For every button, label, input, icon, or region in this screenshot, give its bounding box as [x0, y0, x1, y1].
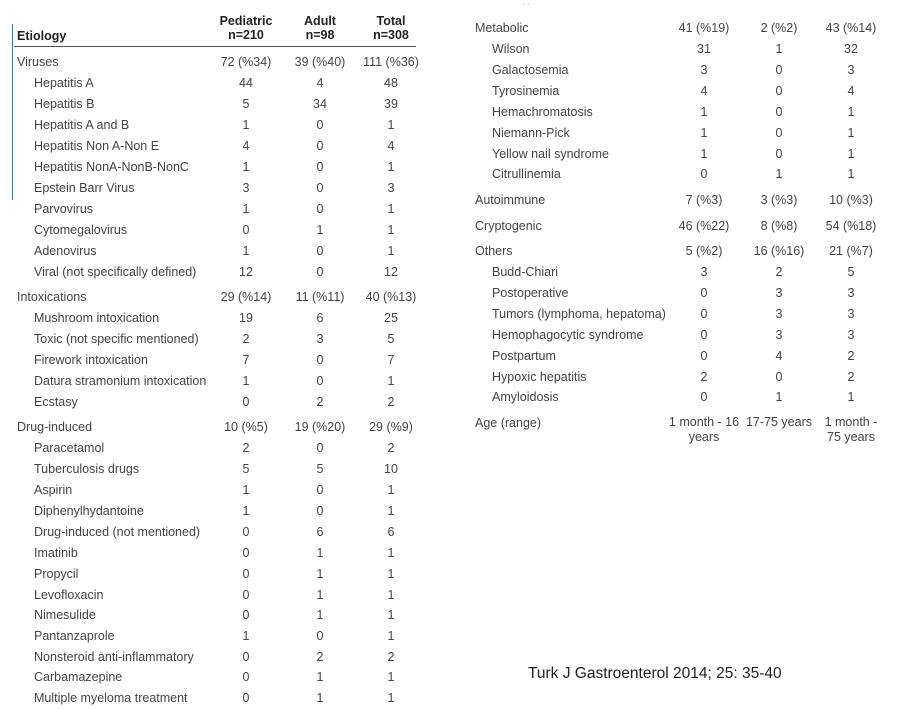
total-value: 5 — [387, 332, 395, 346]
total-value: 4 — [387, 139, 395, 153]
total-value: 43 (%14) — [825, 21, 877, 35]
pediatric-value: 0 — [242, 588, 250, 602]
row-label: Cytomegalovirus — [34, 223, 128, 237]
total-value: 3 — [387, 181, 395, 195]
total-value: 1 — [387, 483, 395, 497]
row-label: Tumors (lymphoma, hepatoma) — [492, 307, 666, 321]
total-value: 32 — [844, 42, 858, 56]
row-label: Paracetamol — [34, 441, 105, 455]
adult-value: 1 — [775, 390, 783, 404]
row-label: Parvovirus — [34, 202, 94, 216]
row-label: Toxic (not specific mentioned) — [34, 332, 199, 346]
adult-value: 39 (%40) — [294, 55, 346, 69]
pediatric-value: 1 month - 16 years — [668, 415, 740, 444]
adult-value: 1 — [316, 588, 324, 602]
row-label: Drug-induced — [17, 420, 93, 434]
row-label: Autoimmune — [475, 193, 546, 207]
category-row — [0, 20, 923, 36]
row-label: Nimesulide — [34, 608, 96, 622]
pediatric-value: 3 — [700, 265, 708, 279]
pediatric-value: 10 (%5) — [224, 420, 268, 434]
row-label: Intoxications — [17, 290, 87, 304]
total-value: 1 — [847, 167, 855, 181]
adult-value: 0 — [316, 139, 324, 153]
total-value: 1 — [387, 374, 395, 388]
header-adult-label: Adult — [304, 14, 336, 28]
total-value: 2 — [387, 395, 395, 409]
category-row — [0, 415, 923, 444]
pediatric-value: 1 — [242, 118, 250, 132]
header-total-label: Total — [376, 14, 406, 28]
total-value: 3 — [847, 307, 855, 321]
pediatric-value: 0 — [700, 167, 708, 181]
row-label: Hepatitis A and B — [34, 118, 130, 132]
pediatric-value: 1 — [242, 483, 250, 497]
adult-value: 1 — [316, 608, 324, 622]
category-row — [0, 218, 923, 234]
total-value: 54 (%18) — [825, 219, 877, 233]
header-etiology: Etiology — [17, 29, 67, 43]
total-value: 29 (%9) — [369, 420, 413, 434]
total-value: 2 — [847, 370, 855, 384]
row-label: Tyrosinemia — [492, 84, 560, 98]
total-value: 3 — [847, 63, 855, 77]
pediatric-value: 1 — [242, 160, 250, 174]
row-label: Hepatitis NonA-NonB-NonC — [34, 160, 189, 174]
adult-value: 0 — [316, 629, 324, 643]
table-row — [0, 62, 923, 78]
pediatric-value: 0 — [700, 286, 708, 300]
row-label: Yellow nail syndrome — [492, 147, 609, 161]
adult-value: 2 — [316, 650, 324, 664]
table-row — [0, 264, 923, 280]
pediatric-value: 44 — [239, 76, 253, 90]
row-label: Adenovirus — [34, 244, 97, 258]
adult-value: 0 — [316, 160, 324, 174]
row-label: Citrullinemia — [492, 167, 561, 181]
adult-value: 1 — [775, 42, 783, 56]
pediatric-value: 0 — [242, 567, 250, 581]
row-label: Metabolic — [475, 21, 529, 35]
total-value: 1 — [387, 160, 395, 174]
adult-value: 0 — [316, 483, 324, 497]
total-value: 2 — [387, 441, 395, 455]
pediatric-value: 29 (%14) — [220, 290, 272, 304]
adult-value: 3 — [775, 307, 783, 321]
pediatric-value: 41 (%19) — [678, 21, 730, 35]
header-pediatric-n: n=210 — [228, 28, 264, 42]
row-label: Amyloidosis — [492, 390, 559, 404]
pediatric-value: 1 — [242, 202, 250, 216]
adult-value: 3 — [316, 332, 324, 346]
table-row — [0, 146, 923, 162]
row-label: Propycil — [34, 567, 79, 581]
table-row — [0, 306, 923, 322]
row-label: Hepatitis Non A-Non E — [34, 139, 160, 153]
pediatric-value: 72 (%34) — [220, 55, 272, 69]
pediatric-value: 3 — [700, 63, 708, 77]
adult-value: 0 — [775, 370, 783, 384]
pediatric-value: 4 — [700, 84, 708, 98]
category-row — [0, 243, 923, 259]
row-label: Nonsteroid anti-inflammatory — [34, 650, 194, 664]
total-value: 1 month - 75 years — [824, 415, 878, 444]
table-row — [0, 285, 923, 301]
row-label: Hepatitis A — [34, 76, 94, 90]
adult-value: 6 — [316, 311, 324, 325]
adult-value: 2 — [316, 395, 324, 409]
total-value: 1 — [387, 629, 395, 643]
adult-value: 0 — [316, 374, 324, 388]
adult-value: 8 (%8) — [760, 219, 798, 233]
pediatric-value: 4 — [242, 139, 250, 153]
row-label: Postpartum — [492, 349, 556, 363]
row-label: Others — [475, 244, 513, 258]
pediatric-value: 2 — [242, 332, 250, 346]
adult-value: 0 — [316, 202, 324, 216]
row-label: Levofloxacin — [34, 588, 104, 602]
row-label: Epstein Barr Virus — [34, 181, 135, 195]
row-label: Cryptogenic — [475, 219, 542, 233]
total-value: 1 — [847, 390, 855, 404]
adult-value: 2 (%2) — [760, 21, 798, 35]
adult-value: 11 (%11) — [295, 290, 345, 304]
adult-value: 0 — [316, 441, 324, 455]
adult-value: 3 — [775, 286, 783, 300]
row-label: Diphenylhydantoine — [34, 504, 144, 518]
row-label: Hemophagocytic syndrome — [492, 328, 644, 342]
adult-value: 5 — [316, 462, 324, 476]
row-label: Aspirin — [34, 483, 73, 497]
total-value: 48 — [384, 76, 398, 90]
total-value: 40 (%13) — [365, 290, 417, 304]
total-value: 1 — [387, 691, 395, 705]
pediatric-value: 0 — [242, 608, 250, 622]
adult-value: 4 — [316, 76, 324, 90]
adult-value: 1 — [316, 223, 324, 237]
adult-value: 19 (%20) — [294, 420, 346, 434]
adult-value: 16 (%16) — [753, 244, 805, 258]
pediatric-value: 0 — [242, 691, 250, 705]
pediatric-value: 46 (%22) — [678, 219, 730, 233]
row-label: Postoperative — [492, 286, 569, 300]
pediatric-value: 2 — [242, 441, 250, 455]
total-value: 1 — [387, 567, 395, 581]
pediatric-value: 1 — [700, 105, 708, 119]
adult-value: 0 — [775, 84, 783, 98]
table-row — [0, 327, 923, 343]
adult-value: 34 — [313, 97, 327, 111]
adult-value: 0 — [316, 118, 324, 132]
table-row — [0, 348, 923, 364]
row-label: Firework intoxication — [34, 353, 148, 367]
adult-value: 0 — [775, 147, 783, 161]
adult-value: 1 — [316, 691, 324, 705]
pediatric-value: 7 (%3) — [685, 193, 723, 207]
pediatric-value: 0 — [242, 223, 250, 237]
row-label: Viruses — [17, 55, 59, 69]
adult-value: 1 — [316, 546, 324, 560]
row-label: Multiple myeloma treatment — [34, 691, 188, 705]
total-value: 1 — [387, 670, 395, 684]
header-total-n: n=308 — [373, 28, 409, 42]
row-label: Hemachromatosis — [492, 105, 593, 119]
total-value: 1 — [387, 202, 395, 216]
total-value: 25 — [384, 311, 398, 325]
row-label: Budd-Chiari — [492, 265, 559, 279]
row-label: Datura stramonium intoxication — [34, 374, 207, 388]
total-value: 4 — [847, 84, 855, 98]
pediatric-value: 0 — [242, 650, 250, 664]
adult-value: 0 — [775, 63, 783, 77]
total-value: 3 — [847, 328, 855, 342]
pediatric-value: 5 (%2) — [685, 244, 723, 258]
pediatric-value: 0 — [700, 390, 708, 404]
adult-value: 1 — [775, 167, 783, 181]
pediatric-value: 0 — [242, 670, 250, 684]
pediatric-value: 1 — [242, 629, 250, 643]
table-row — [0, 83, 923, 99]
adult-value: 0 — [775, 126, 783, 140]
citation: Turk J Gastroenterol 2014; 25: 35-40 — [528, 665, 782, 682]
pediatric-value: 2 — [700, 370, 708, 384]
pediatric-value: 1 — [242, 374, 250, 388]
adult-value: 17-75 years — [745, 415, 812, 429]
total-value: 1 — [847, 105, 855, 119]
row-label: Drug-induced (not mentioned) — [34, 525, 201, 539]
pediatric-value: 5 — [242, 97, 250, 111]
category-row — [0, 192, 923, 208]
total-value: 5 — [847, 265, 855, 279]
adult-value: 1 — [316, 670, 324, 684]
row-label: Hypoxic hepatitis — [492, 370, 587, 384]
total-value: 6 — [387, 525, 395, 539]
adult-value: 3 — [775, 328, 783, 342]
total-value: 1 — [847, 126, 855, 140]
total-value: 39 — [384, 97, 398, 111]
adult-value: 0 — [316, 265, 324, 279]
pediatric-value: 19 — [239, 311, 253, 325]
pediatric-value: 12 — [239, 265, 253, 279]
total-value: 21 (%7) — [829, 244, 873, 258]
pediatric-value: 31 — [697, 42, 711, 56]
total-value: 12 — [384, 265, 398, 279]
total-value: 1 — [387, 118, 395, 132]
row-label: Age (range) — [475, 416, 542, 430]
row-label: Imatinib — [34, 546, 78, 560]
pediatric-value: 0 — [242, 546, 250, 560]
total-value: 7 — [387, 353, 395, 367]
adult-value: 0 — [316, 504, 324, 518]
row-label: Tuberculosis drugs — [34, 462, 140, 476]
row-label: Viral (not specifically defined) — [34, 265, 197, 279]
adult-value: 0 — [775, 105, 783, 119]
adult-value: 0 — [316, 244, 324, 258]
pediatric-value: 1 — [242, 504, 250, 518]
row-label: Niemann-Pick — [492, 126, 570, 140]
pediatric-value: 0 — [242, 395, 250, 409]
row-label: Wilson — [492, 42, 530, 56]
row-label: Mushroom intoxication — [34, 311, 160, 325]
total-value: 1 — [387, 223, 395, 237]
header-pediatric-label: Pediatric — [219, 14, 273, 28]
adult-value: 4 — [775, 349, 783, 363]
row-label: Galactosemia — [492, 63, 569, 77]
table-row — [0, 166, 923, 182]
pediatric-value: 1 — [700, 147, 708, 161]
total-value: 1 — [387, 244, 395, 258]
row-label: Ecstasy — [34, 395, 78, 409]
total-value: 1 — [387, 546, 395, 560]
pediatric-value: 7 — [242, 353, 250, 367]
pediatric-value: 5 — [242, 462, 250, 476]
adult-value: 1 — [316, 567, 324, 581]
total-value: 2 — [387, 650, 395, 664]
pediatric-value: 0 — [242, 525, 250, 539]
pediatric-value: 0 — [700, 349, 708, 363]
pediatric-value: 0 — [700, 307, 708, 321]
total-value: 1 — [387, 504, 395, 518]
total-value: 10 (%3) — [829, 193, 873, 207]
adult-value: 3 (%3) — [760, 193, 798, 207]
pediatric-value: 3 — [242, 181, 250, 195]
row-label: Carbamazepine — [34, 670, 123, 684]
pediatric-value: 0 — [700, 328, 708, 342]
adult-value: 0 — [316, 353, 324, 367]
pediatric-value: 1 — [700, 126, 708, 140]
adult-value: 0 — [316, 181, 324, 195]
table-row — [0, 389, 923, 405]
total-value: 1 — [387, 608, 395, 622]
total-value: 111 (%36) — [363, 55, 419, 69]
top-edge-mark: · · — [522, 0, 530, 9]
pediatric-value: 1 — [242, 244, 250, 258]
table-row — [0, 104, 923, 120]
table-row — [0, 369, 923, 385]
table-row — [0, 41, 923, 57]
table-row — [0, 125, 923, 141]
header-adult-n: n=98 — [305, 28, 335, 42]
total-value: 1 — [847, 147, 855, 161]
row-label: Pantanzaprole — [34, 629, 115, 643]
total-value: 1 — [387, 588, 395, 602]
total-value: 2 — [847, 349, 855, 363]
adult-value: 6 — [316, 525, 324, 539]
total-value: 3 — [847, 286, 855, 300]
total-value: 10 — [384, 462, 398, 476]
adult-value: 2 — [775, 265, 783, 279]
row-label: Hepatitis B — [34, 97, 95, 111]
